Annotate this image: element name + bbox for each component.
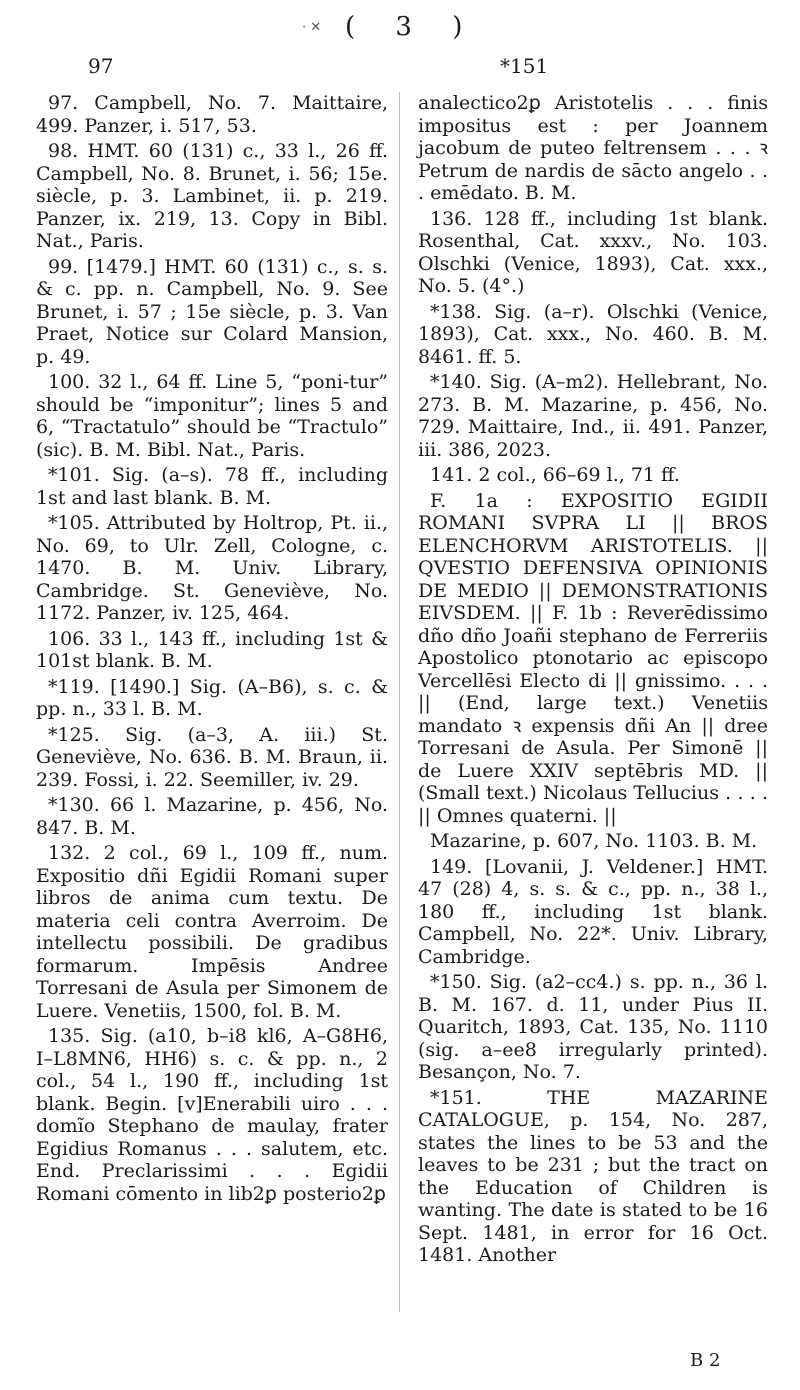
- entry-119: *119. [1490.] Sig. (A–B6), s. c. & pp. n., 33 l. B. M.: [36, 675, 388, 720]
- entry-101: *101. Sig. (a–s). 78 ff., including 1st and last blank. B. M.: [36, 464, 388, 509]
- entry-135-continued: analectico2ꝑ Aristotelis . . . finis impositus est : per Joannem jacobum de puteo feltrensem . . . ꝛ Petrum de nardis de sācto angelo . . . emēdato. B. M.: [418, 92, 768, 204]
- right-column-label: *151: [500, 54, 549, 78]
- entry-135: 135. Sig. (a10, b–i8 kl6, A–G8H6, I–L8MN6, HH6) s. c. & pp. n., 2 col., 54 l., 190 ff., including 1st blank. Begin. [v]Enerabili uiro . . . domĩo Stephano de maulay, frater Egidius Romanus . . . salutem, etc. End. Preclarissimi . . . Egidii Romani cōmento in lib2ꝑ posterio2ꝑ: [36, 1025, 388, 1205]
- entry-105: *105. Attributed by Holtrop, Pt. ii., No. 69, to Ulr. Zell, Cologne, c. 1470. B. M. Univ. Library, Cambridge. St. Geneviève, No. 1172. Panzer, iv. 125, 464.: [36, 512, 388, 624]
- signature-mark: B 2: [690, 1350, 721, 1371]
- column-divider: [399, 92, 400, 1312]
- entry-132: 132. 2 col., 69 l., 109 ff., num. Expositio dñi Egidii Romani super libros de anima cum textu. De materia celi contra Averroim. De intellectu possibili. De gradibus formarum. Impēsis Andree Torresani de Asula per Simonem de Luere. Venetiis, 1500, fol. B. M.: [36, 842, 388, 1022]
- entry-141-transcription: F. 1a : EXPOSITIO EGIDII ROMANI SVPRA LI || BROS ELENCHORVM ARISTOTELIS. || QVESTIO DEFENSIVA OPINIONIS DE MEDIO || DEMONSTRATIONIS EIVSDEM. || F. 1b : Reverēdissimo dño dño Joañi stephano de Ferreriis Apostolico ptonotario ac episcopo Vercellēsi Electo di || gnissimo. . . . || (End, large text.) Venetiis mandato ꝛ expensis dñi An || dree Torresani de Asula. Per Simonē || de Luere XXIV septēbris MD. || (Small text.) Nicolaus Tellucius . . . . || Omnes quaterni. ||: [418, 489, 768, 827]
- entry-140: *140. Sig. (A–m2). Hellebrant, No. 273. B. M. Mazarine, p. 456, No. 729. Maittaire, Ind., ii. 491. Panzer, iii. 386, 2023.: [418, 371, 768, 461]
- entry-149: 149. [Lovanii, J. Veldener.] HMT. 47 (28) 4, s. s. & c., pp. n., 38 l., 180 ff., including 1st blank. Campbell, No. 22*. Univ. Library, Cambridge.: [418, 855, 768, 968]
- entry-98: 98. HMT. 60 (131) c., 33 l., 26 ff. Campbell, No. 8. Brunet, i. 56; 15e. siècle, p. 3. Lambinet, ii. p. 219. Panzer, ix. 219, 13. Copy in Bibl. Nat., Paris.: [36, 140, 388, 252]
- entry-100: 100. 32 l., 64 ff. Line 5, “poni-tur” should be “imponitur”; lines 5 and 6, “Tractatulo” should be “Tractulo” (sic). B. M. Bibl. Nat., Paris.: [36, 371, 388, 461]
- entry-106: 106. 33 l., 143 ff., including 1st & 101st blank. B. M.: [36, 627, 388, 672]
- entry-151: *151. THE MAZARINE CATALOGUE, p. 154, No. 287, states the lines to be 53 and the leaves to be 231 ; but the tract on the Education of Children is wanting. The date is stated to be 16 Sept. 1481, in error for 16 Oct. 1481. Another: [418, 1086, 768, 1266]
- header-mark: · ✕: [302, 20, 322, 35]
- entry-136: 136. 128 ff., including 1st blank. Rosenthal, Cat. xxxv., No. 103. Olschki (Venice, 1893), Cat. xxx., No. 5. (4°.): [418, 207, 768, 297]
- entry-141-location: Mazarine, p. 607, No. 1103. B. M.: [430, 830, 758, 852]
- entry-97: 97. Campbell, No. 7. Maittaire, 499. Panzer, i. 517, 53.: [36, 92, 388, 137]
- right-column: [418, 92, 768, 1270]
- left-column-label: 97: [88, 54, 114, 78]
- entry-99: 99. [1479.] HMT. 60 (131) c., s. s. & c. pp. n. Campbell, No. 9. See Brunet, i. 57 ; 15e siècle, p. 3. Van Praet, Notice sur Colard Mansion, p. 49.: [36, 255, 388, 368]
- entry-130: *130. 66 l. Mazarine, p. 456, No. 847. B. M.: [36, 794, 388, 839]
- page-header: [0, 12, 800, 42]
- entry-125: *125. Sig. (a–3, A. iii.) St. Geneviève, No. 636. B. M. Braun, ii. 239. Fossi, i. 22. Seemiller, iv. 29.: [36, 723, 388, 791]
- left-column: [36, 92, 388, 1208]
- entry-141: 141. 2 col., 66–69 l., 71 ff.: [430, 464, 680, 486]
- entry-138: *138. Sig. (a–r). Olschki (Venice, 1893), Cat. xxx., No. 460. B. M. 8461. ff. 5.: [418, 300, 768, 368]
- entry-150: *150. Sig. (a2–cc4.) s. pp. n., 36 l. B. M. 167. d. 11, under Pius II. Quaritch, 1893, Cat. 135, No. 1110 (sig. a–ee8 irregularly printed). Besançon, No. 7.: [418, 971, 768, 1083]
- page-number: ( 3 ): [345, 12, 479, 42]
